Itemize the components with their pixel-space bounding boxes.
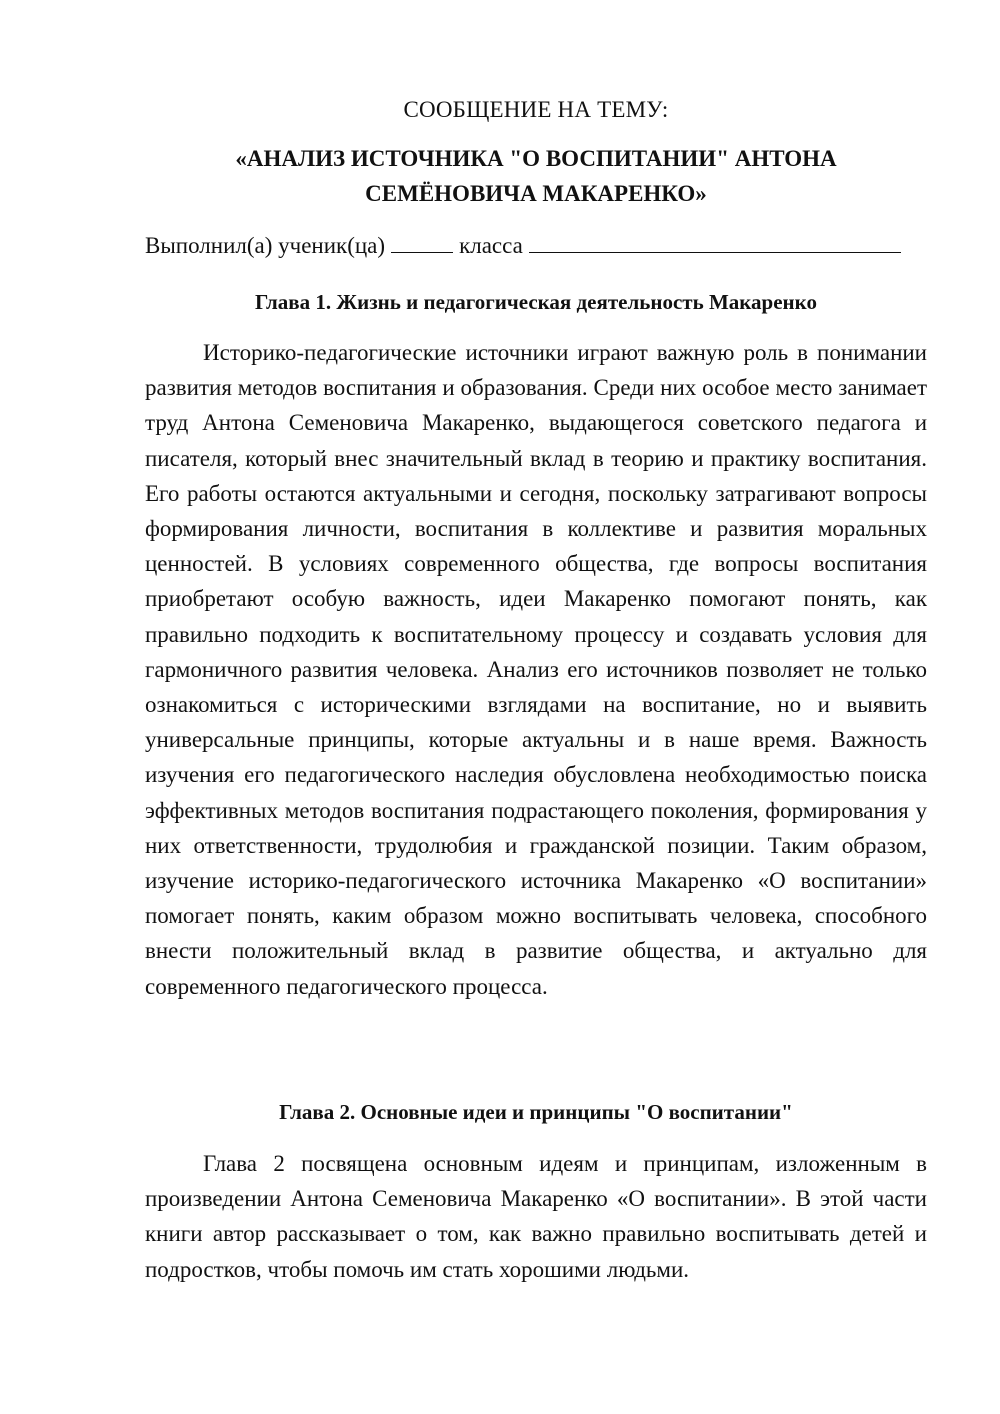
subtitle-line-1: «АНАЛИЗ ИСТОЧНИКА "О ВОСПИТАНИИ" АНТОНА [235, 146, 837, 171]
class-label: класса [459, 233, 523, 258]
chapter-1-paragraph: Историко-педагогические источники играют важную роль в понимании развития методов воспитания и образования. Среди них особое место занимает труд Антона Семеновича Макаренко, выдающегося советского педагога и писателя, который внес значительный вклад в теорию и практику воспитания. Его работы остаются актуальными и сегодня, поскольку затрагивают вопросы формирования личности, воспитания в коллективе и развития моральных ценностей. В условиях современного общества, где вопросы воспитания приобретают особую важность, идеи Макаренко помогают понять, как правильно подходить к воспитательному процессу и создавать условия для гармоничного развития человека. Анализ его источников позволяет не только ознакомиться с историческими взглядами на воспитание, но и выявить универсальные принципы, которые актуальны и в наше время. Важность изучения его педагогического наследия обусловлена необходимостью поиска эффективных методов воспитания подрастающего поколения, формирования у них ответственности, трудолюбия и гражданской позиции. Таким образом, изучение историко-педагогического источника Макаренко «О воспитании» помогает понять, каким образом можно воспитывать человека, способного внести положительный вклад в развитие общества, и актуально для современного педагогического процесса. [145, 340, 927, 999]
author-label: Выполнил(а) ученик(ца) [145, 233, 386, 258]
chapter-1-heading: Глава 1. Жизнь и педагогическая деятельность Макаренко [255, 290, 817, 314]
chapter-2-heading: Глава 2. Основные идеи и принципы "О воспитании" [279, 1100, 793, 1124]
name-blank [529, 230, 901, 253]
chapter-2-paragraph: Глава 2 посвящена основным идеям и принципам, изложенным в произведении Антона Семеновича Макаренко «О воспитании». В этой части книги автор рассказывает о том, как важно правильно воспитывать детей и подростков, чтобы помочь им стать хорошими людьми. [145, 1151, 927, 1282]
document-title: СООБЩЕНИЕ НА ТЕМУ: [403, 97, 669, 122]
subtitle-line-2: СЕМЁНОВИЧА МАКАРЕНКО» [365, 181, 707, 206]
document-subtitle [145, 141, 927, 211]
class-number-blank [391, 230, 453, 253]
author-line [145, 229, 927, 263]
